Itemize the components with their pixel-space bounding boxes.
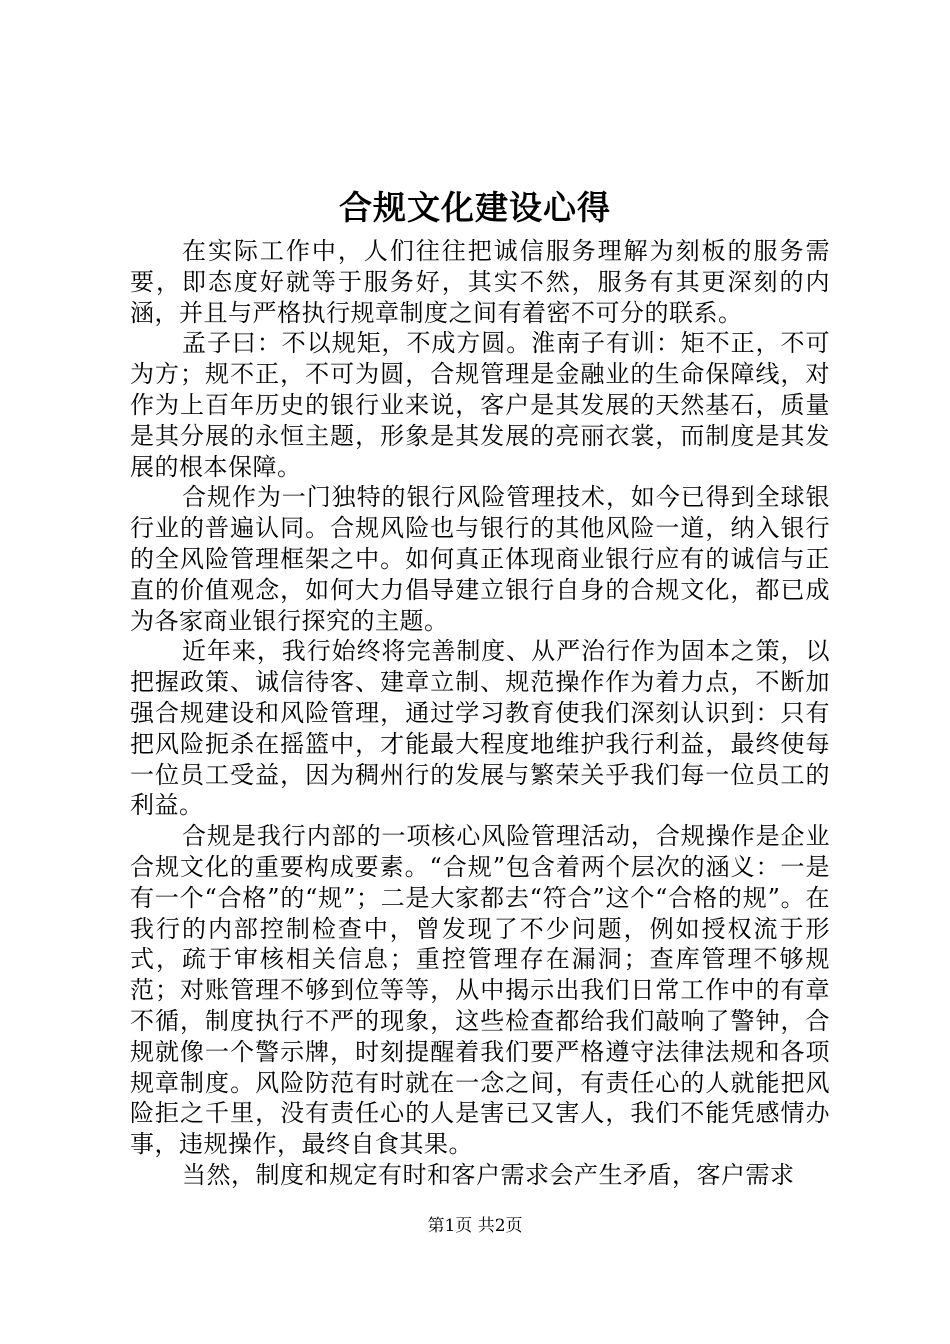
document-body: [130, 236, 830, 1191]
paragraph-6: 当然，制度和规定有时和客户需求会产生矛盾，客户需求: [182, 1160, 795, 1189]
paragraph-4: 近年来，我行始终将完善制度、从严治行作为固本之策，以把握政策、诚信待客、建章立制、规范操作作为着力点，不断加强合规建设和风险管理，通过学习教育使我们深刻认识到：只有把风险扼杀在摇篮中，才能最大程度地维护我行利益，最终使每一位员工受益，因为稠州行的发展与繁荣关乎我们每一位员工的利益。: [130, 637, 830, 820]
paragraph-5: 合规是我行内部的一项核心风险管理活动，合规操作是企业合规文化的重要构成要素。“合规”包含着两个层次的涵义：一是有一个“合格”的“规”；二是大家都去“符合”这个“合格的规”。在我行的内部控制检查中，曾发现了不少问题，例如授权流于形式，疏于审核相关信息；重控管理存在漏洞；查库管理不够规范；对账管理不够到位等等，从中揭示出我们日常工作中的有章不循，制度执行不严的现象，这些检查都给我们敲响了警钟，合规就像一个警示牌，时刻提醒着我们要严格遵守法律法规和各项规章制度。风险防范有时就在一念之间，有责任心的人就能把风险拒之千里，没有责任心的人是害已又害人，我们不能凭感情办事，违规操作，最终自食其果。: [130, 822, 830, 1159]
paragraph-2: 孟子曰：不以规矩，不成方圆。淮南子有训：矩不正，不可为方；规不正，不可为圆，合规管理是金融业的生命保障线，对作为上百年历史的银行业来说，客户是其发展的天然基石，质量是其分展的永恒主题，形象是其发展的亮丽衣裳，而制度是其发展的根本保障。: [130, 329, 830, 481]
document-title: 合规文化建设心得: [339, 188, 611, 227]
paragraph-1: 在实际工作中，人们往往把诚信服务理解为刻板的服务需要，即态度好就等于服务好，其实不然，服务有其更深刻的内涵，并且与严格执行规章制度之间有着密不可分的联系。: [130, 237, 830, 327]
paragraph-3: 合规作为一门独特的银行风险管理技术，如今已得到全球银行业的普遍认同。合规风险也与银行的其他风险一道，纳入银行的全风险管理框架之中。如何真正体现商业银行应有的诚信与正直的价值观念，如何大力倡导建立银行自身的合规文化，都已成为各家商业银行探究的主题。: [130, 483, 830, 635]
page-footer: 第1页 共2页: [427, 1216, 523, 1236]
